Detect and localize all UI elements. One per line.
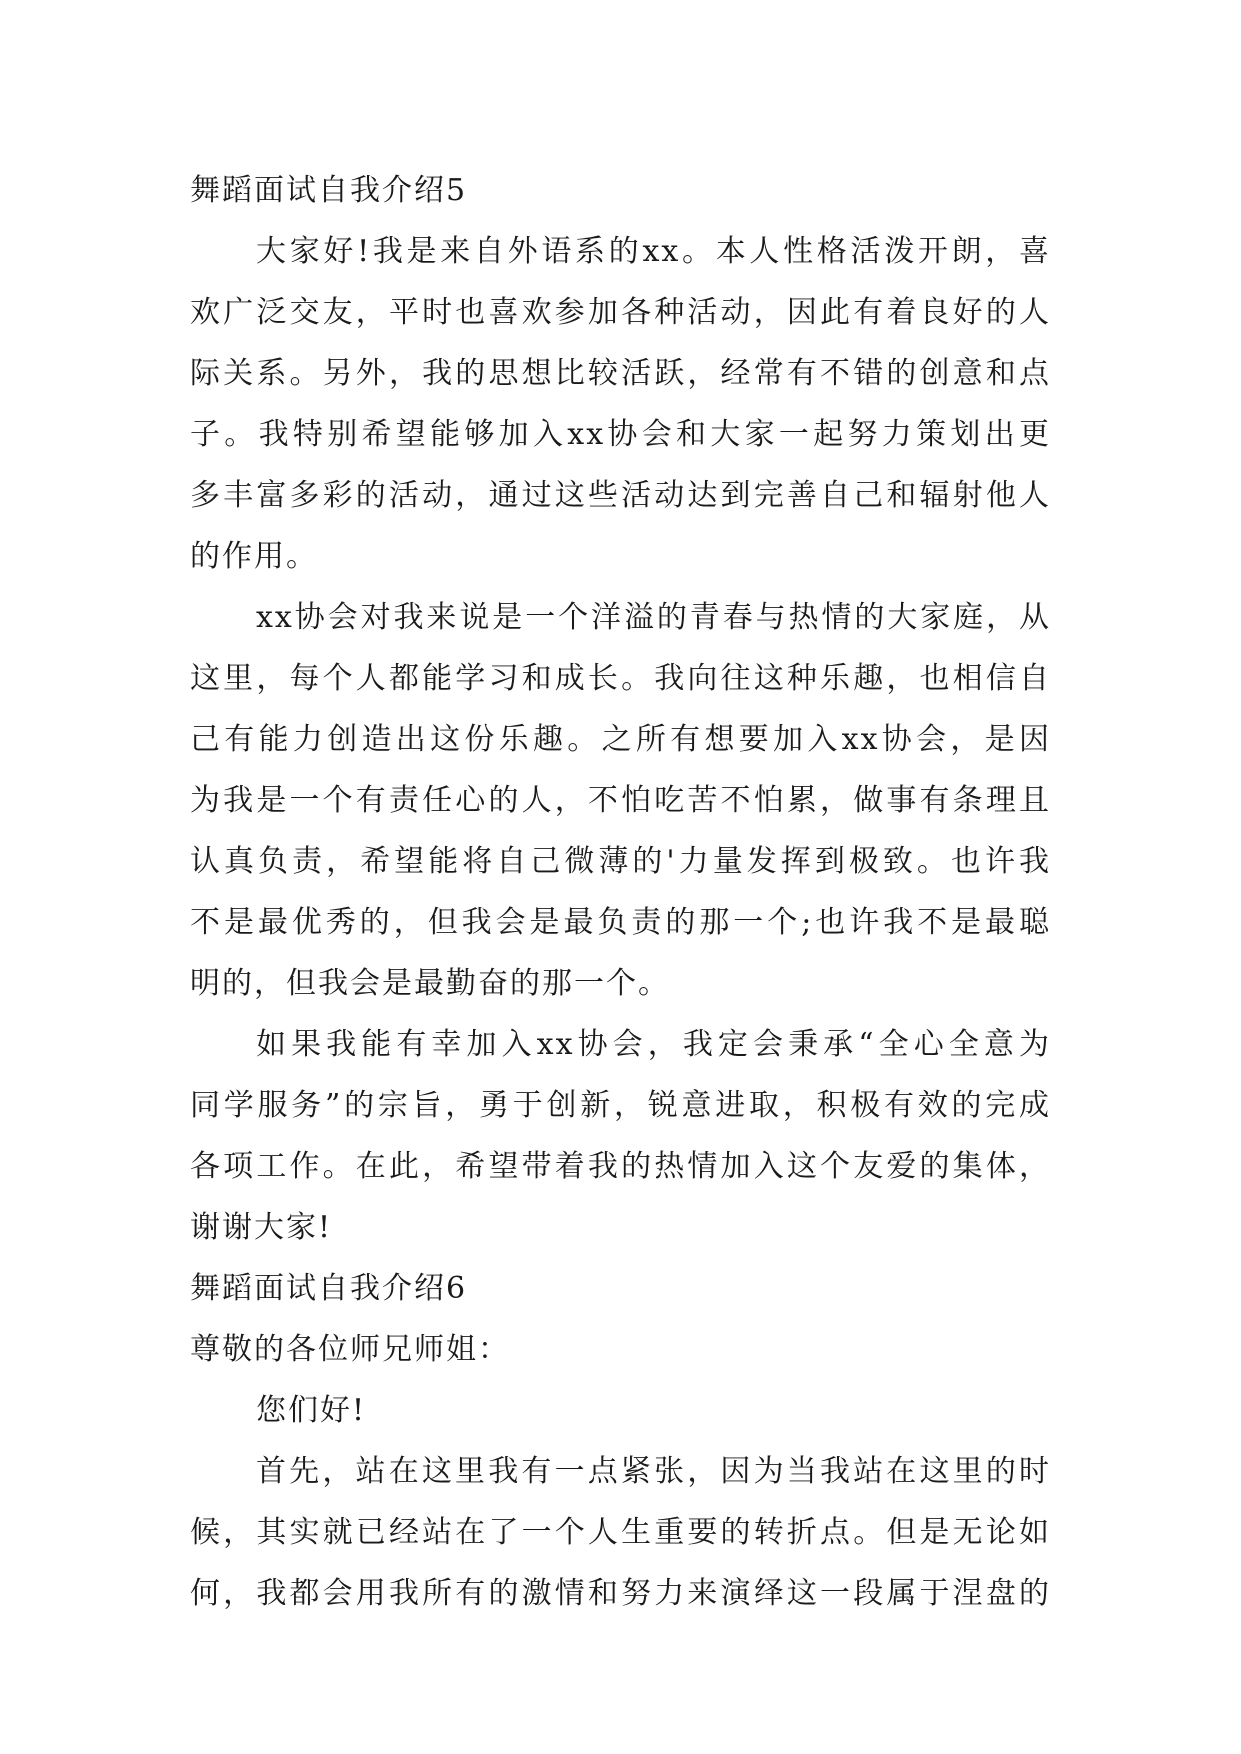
- paragraph-line: 的作用。: [190, 539, 318, 574]
- paragraph-line: 这里，每个人都能学习和成长。我向往这种乐趣，也相信自: [190, 661, 1051, 696]
- paragraph-line: 各项工作。在此，希望带着我的热情加入这个友爱的集体，: [190, 1149, 1051, 1184]
- paragraph-line: 多丰富多彩的活动，通过这些活动达到完善自己和辐射他人: [190, 478, 1051, 513]
- paragraph-line: 子。我特别希望能够加入xx协会和大家一起努力策划出更: [190, 417, 1051, 452]
- greeting-line: 您们好!: [256, 1393, 367, 1428]
- paragraph-line: 谢谢大家!: [190, 1210, 333, 1245]
- paragraph-line: 明的，但我会是最勤奋的那一个。: [190, 966, 670, 1001]
- paragraph-line: 认真负责，希望能将自己微薄的'力量发挥到极致。也许我: [190, 844, 1051, 879]
- paragraph-line: 欢广泛交友，平时也喜欢参加各种活动，因此有着良好的人: [190, 295, 1051, 330]
- paragraph-line: 己有能力创造出这份乐趣。之所有想要加入xx协会，是因: [190, 722, 1051, 757]
- paragraph-line: 同学服务”的宗旨，勇于创新，锐意进取，积极有效的完成: [190, 1088, 1051, 1123]
- section-title: 舞蹈面试自我介绍6: [190, 1271, 468, 1306]
- paragraph-line: 首先，站在这里我有一点紧张，因为当我站在这里的时: [256, 1454, 1051, 1489]
- paragraph-line: xx协会对我来说是一个洋溢的青春与热情的大家庭，从: [256, 600, 1051, 635]
- paragraph-line: 何，我都会用我所有的激情和努力来演绎这一段属于涅盘的: [190, 1576, 1051, 1611]
- salutation-line: 尊敬的各位师兄师姐：: [190, 1332, 510, 1367]
- paragraph-line: 大家好!我是来自外语系的xx。本人性格活泼开朗，喜: [256, 234, 1051, 269]
- paragraph-line: 不是最优秀的，但我会是最负责的那一个;也许我不是最聪: [190, 905, 1051, 940]
- paragraph-line: 为我是一个有责任心的人，不怕吃苦不怕累，做事有条理且: [190, 783, 1051, 818]
- paragraph-line: 际关系。另外，我的思想比较活跃，经常有不错的创意和点: [190, 356, 1051, 391]
- paragraph-line: 候，其实就已经站在了一个人生重要的转折点。但是无论如: [190, 1515, 1051, 1550]
- paragraph-line: 如果我能有幸加入xx协会，我定会秉承“全心全意为: [256, 1027, 1051, 1062]
- section-title: 舞蹈面试自我介绍5: [190, 173, 468, 208]
